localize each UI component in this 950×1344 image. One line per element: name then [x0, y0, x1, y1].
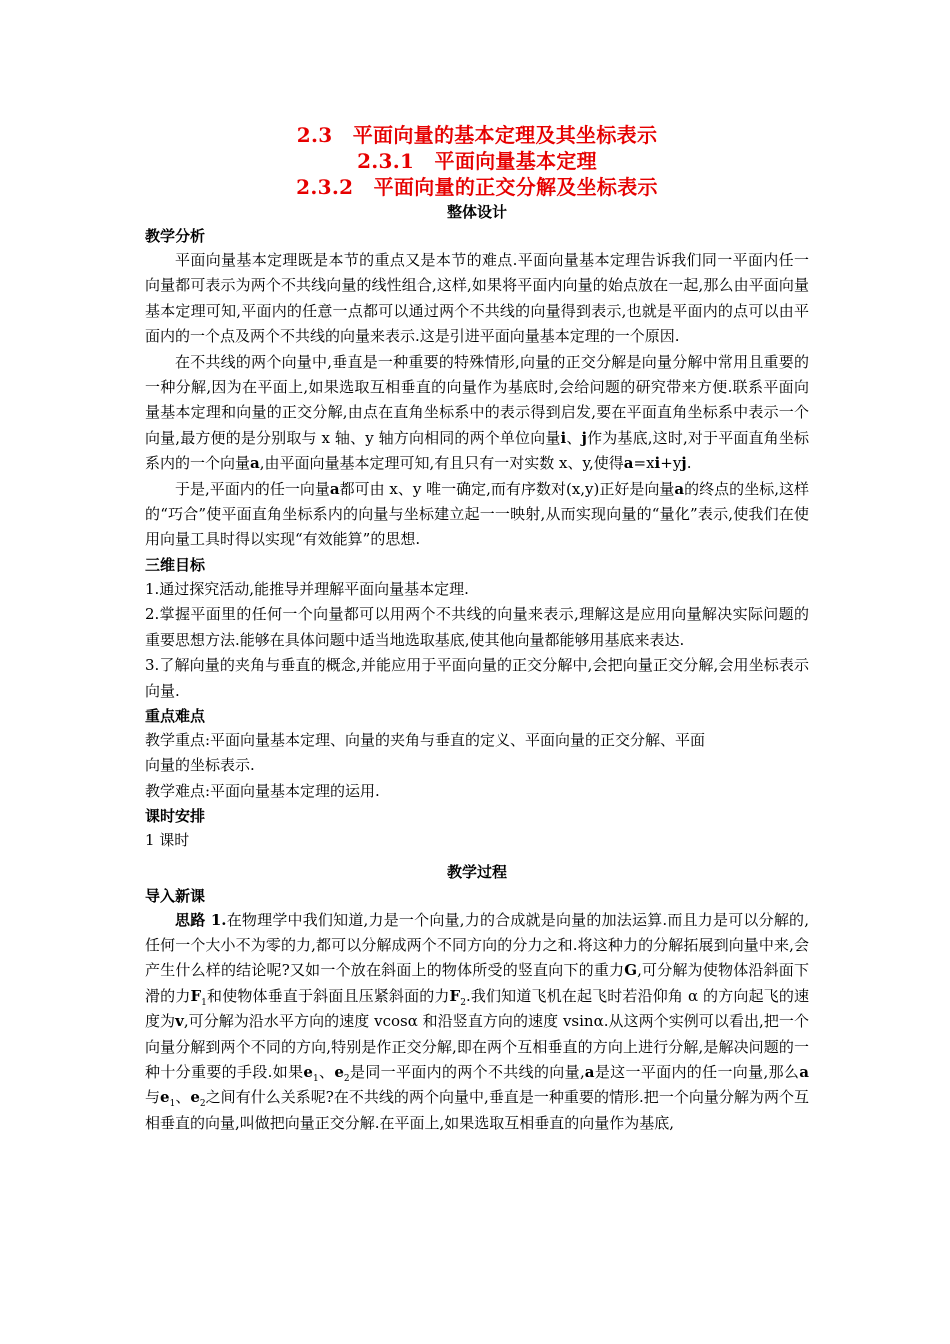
- subsection-title-1: 2.3.1 平面向量基本定理: [357, 149, 597, 173]
- schedule-heading: 课时安排: [145, 807, 206, 826]
- key-points-heading: 重点难点: [145, 706, 206, 725]
- intro-heading: 导入新课: [145, 886, 206, 905]
- goal-item-3: 3.了解向量的夹角与垂直的概念,并能应用于平面向量的正交分解中,会把向量正交分解,会用坐标表示向量.: [145, 656, 809, 700]
- schedule-value: 1 课时: [145, 831, 190, 850]
- process-heading: 教学过程: [446, 862, 507, 881]
- intro-paragraph: 思路 1.在物理学中我们知道,力是一个向量,力的合成就是向量的加法运算.而且力是可以分解的,任何一个大小不为零的力,都可以分解成两个不同方向的分力之和.将这种力的分解拓展到向量中来,会产生什么样的结论呢?又如一个放在斜面上的物体所受的竖直向下的重力G,可分解为使物体沿斜面下滑的力$F_1$和使物体垂直于斜面且压紧斜面的力$F_2$.我们知道飞机在起飞时若沿仰角 α 的方向起飞的速度为v,可分解为沿水平方向的速度 vcosα 和沿竖直方向的速度 vsinα.从这两个实例可以看出,把一个向量分解到两个不同的方向,特别是作正交分解,即在两个互相垂直的方向上进行分解,是解决问题的一种十分重要的手段.如果$e_1$、$e_2$是同一平面内的两个不共线的向量,a是这一平面内的任一向量,那么a与$e_1$、$e_2$之间有什么关系呢?在不共线的两个向量中,垂直是一种重要的情形.把一个向量分解为两个互相垂直的向量,叫做把向量正交分解.在平面上,如果选取互相垂直的向量作为基底,: [145, 910, 810, 1132]
- teaching-analysis-heading: 教学分析: [145, 227, 206, 245]
- goals-heading: 三维目标: [145, 555, 206, 574]
- subsection-title-2: 2.3.2 平面向量的正交分解及坐标表示: [296, 175, 658, 199]
- analysis-paragraph-2: 在不共线的两个向量中,垂直是一种重要的特殊情形,向量的正交分解是向量分解中常用且重要的一种分解,因为在平面上,如果选取互相垂直的向量作为基底时,会给问题的研究带来方便.联系平面向量基本定理和向量的正交分解,由点在直角坐标系中的表示得到启发,要在平面直角坐标系中表示一个向量,最方便的是分别取与 x 轴、y 轴方向相同的两个单位向量i、j作为基底,这时,对于平面直角坐标系内的一个向量a,由平面向量基本定理可知,有且只有一对实数 x、y,使得a=xi+yj.: [145, 352, 809, 473]
- document-content: [145, 122, 809, 1136]
- focus-line-2: 向量的坐标表示.: [145, 756, 255, 775]
- focus-line-1: 教学重点:平面向量基本定理、向量的夹角与垂直的定义、平面向量的正交分解、平面: [145, 730, 706, 749]
- difficulty-line: 教学难点:平面向量基本定理的运用.: [145, 781, 380, 800]
- section-title: 2.3 平面向量的基本定理及其坐标表示: [296, 123, 658, 147]
- overall-design-heading: 整体设计: [446, 203, 507, 221]
- goal-item-2: 2.掌握平面里的任何一个向量都可以用两个不共线的向量来表示,理解这是应用向量解决实际问题的重要思想方法.能够在具体问题中适当地选取基底,使其他向量都能够用基底来表达.: [145, 605, 809, 649]
- analysis-paragraph-3: 于是,平面内的任一向量a都可由 x、y 唯一确定,而有序数对(x,y)正好是向量a的终点的坐标,这样的“巧合”使平面直角坐标系内的向量与坐标建立起一一映射,从而实现向量的“量化”表示,使我们在使用向量工具时得以实现“有效能算”的思想.: [145, 479, 809, 549]
- analysis-paragraph-1: 平面向量基本定理既是本节的重点又是本节的难点.平面向量基本定理告诉我们同一平面内任一向量都可表示为两个不共线向量的线性组合,这样,如果将平面内向量的始点放在一起,那么由平面向量基本定理可知,平面内的任意一点都可以通过两个不共线的向量得到表示,也就是平面内的点可以由平面内的一个点及两个不共线的向量来表示.这是引进平面向量基本定理的一个原因.: [145, 251, 809, 346]
- goal-item-1: 1.通过探究活动,能推导并理解平面向量基本定理.: [145, 579, 469, 598]
